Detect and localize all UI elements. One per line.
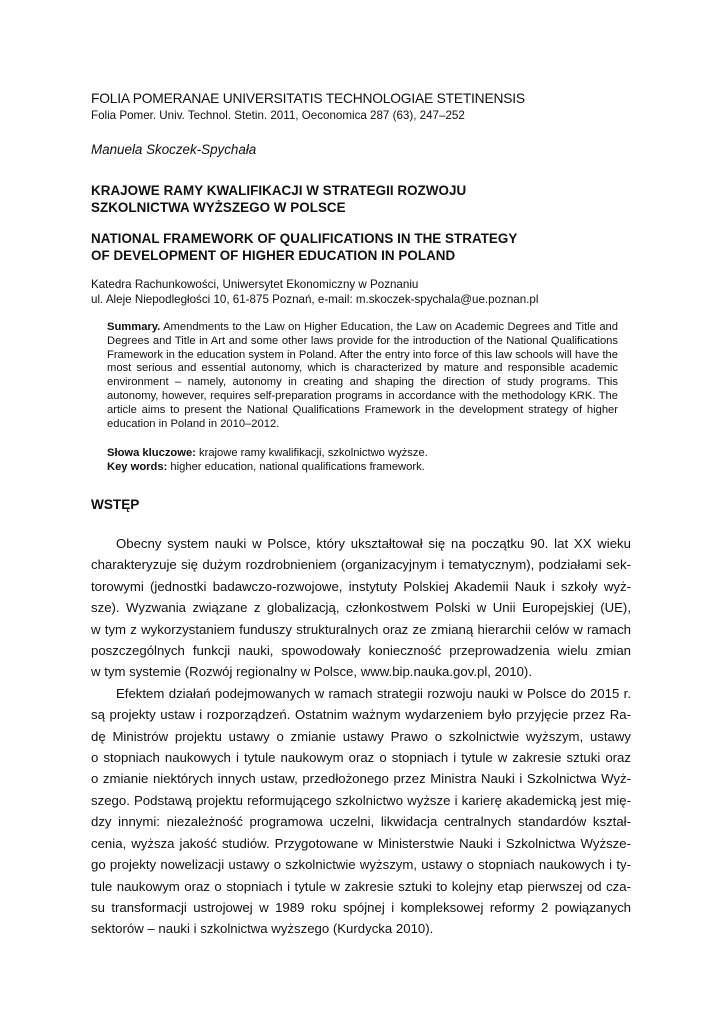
journal-citation: Folia Pomer. Univ. Technol. Stetin. 2011, Oeconomica 287 (63), 247–252	[91, 109, 465, 122]
paragraph-line: w tym systemie (Rozwój regionalny w Polsce, www.bip.nauka.gov.pl, 2010).	[91, 664, 532, 680]
paragraph-line: charakteryzuje się dużym rozdrobnieniem (organizacyjnym i tematycznym), podziałami sek-	[91, 557, 631, 573]
section-heading: WSTĘP	[91, 497, 140, 512]
keywords-polish-label: Słowa kluczowe:	[107, 447, 196, 459]
paragraph-line: su transformacji ustrojowej w 1989 roku spójnej i kompleksowej reformy 2 powiązanych	[91, 899, 631, 915]
keywords-english	[107, 461, 627, 475]
paragraph-line: poszczególnych funkcji nauki, spowodowały konieczność przeprowadzenia wielu zmian	[91, 643, 631, 659]
summary-label: Summary.	[107, 321, 161, 333]
paragraph-line: sze). Wyzwania związane z globalizacją, członkostwem Polski w Unii Europejskiej (UE),	[91, 600, 631, 616]
paragraph-line: dę Ministrów projektu ustawy o zmianie ustawy Prawo o szkolnictwie wyższym, ustawy	[91, 728, 631, 744]
journal-name: FOLIA POMERANAE UNIVERSITATIS TECHNOLOGIAE STETINENSIS	[91, 91, 525, 106]
keywords-block	[107, 447, 627, 475]
title-polish-line: SZKOLNICTWA WYŻSZEGO W POLSCE	[91, 200, 346, 215]
paragraph-line: w tym z wykorzystaniem funduszy strukturalnych oraz ze zmianą hierarchii celów w ramach	[91, 621, 631, 637]
affiliation-address: ul. Aleje Niepodległości 10, 61-875 Poznań, e-mail: m.skoczek-spychala@ue.poznan.pl	[91, 293, 539, 306]
paragraph-line: są projekty ustaw i rozporządzeń. Ostatnim ważnym wydarzeniem było przyjęcie przez Ra-	[91, 707, 631, 723]
title-english-line: NATIONAL FRAMEWORK OF QUALIFICATIONS IN THE STRATEGY	[91, 231, 518, 246]
keywords-polish-text: krajowe ramy kwalifikacji, szkolnictwo wyższe.	[199, 447, 428, 459]
summary-text: Amendments to the Law on Higher Education, the Law on Academic Degrees and Title and Degrees and Title in Art and some other laws provide for the introduction of the National Qualifications Framework in the education system in Poland. After the entry into force of this law schools will have the most serious and essential autonomy, which is characterized by mature and responsible academic environment – namely, autonomy in creating and shaping the direction of study programs. This autonomy, however, requires self-preparation programs in accordance with the methodology KRK. The article aims to present the National Qualifications Framework in the development strategy of higher education in Poland in 2010–2012.	[107, 321, 618, 430]
paragraph-line: dzy innymi: niezależność programowa uczelni, likwidacja centralnych standardów kształ-	[91, 814, 631, 830]
body-text	[91, 533, 631, 940]
title-english	[91, 230, 651, 264]
paragraph-line: cenia, wyższa jakość studiów. Przygotowane w Ministerstwie Nauki i Szkolnictwa Wyższe-	[91, 835, 631, 851]
paragraph-line: Efektem działań podejmowanych w ramach strategii rozwoju nauki w Polsce do 2015 r.	[116, 685, 631, 701]
paragraph-line: torowymi (jednostki badawczo-rozwojowe, instytuty Polskiej Akademii Nauk i szkoły wyż-	[91, 578, 631, 594]
paragraph-line: sektorów – nauki i szkolnictwa wyższego (Kurdycka 2010).	[91, 921, 434, 937]
keywords-polish	[107, 447, 627, 461]
paragraph-line: tule naukowym oraz o stopniach i tytule w zakresie sztuki to kolejny etap pierwszej od cza-	[91, 878, 631, 894]
journal-header	[91, 90, 651, 123]
paragraph-line: go projekty nowelizacji ustawy o szkolnictwie wyższym, ustawy o stopniach naukowych i ty-	[91, 857, 631, 873]
keywords-english-label: Key words:	[107, 460, 168, 473]
paragraph-line: szego. Podstawą projektu reformującego szkolnictwo wyższe i karierę akademicką jest mię-	[91, 792, 631, 808]
keywords-english-text: higher education, national qualifications framework.	[170, 460, 425, 473]
title-polish-line: KRAJOWE RAMY KWALIFIKACJI W STRATEGII ROZWOJU	[91, 183, 467, 198]
author-name: Manuela Skoczek-Spychała	[91, 142, 257, 157]
title-english-line: OF DEVELOPMENT OF HIGHER EDUCATION IN POLAND	[91, 248, 456, 263]
affiliation-department: Katedra Rachunkowości, Uniwersytet Ekonomiczny w Poznaniu	[91, 278, 419, 291]
paragraph-line: o stopniach naukowych i tytule naukowym oraz o stopniach i tytule w zakresie sztuki oraz	[91, 750, 631, 766]
title-polish	[91, 182, 651, 216]
paragraph-line: Obecny system nauki w Polsce, który ukształtował się na początku 90. lat XX wieku	[116, 536, 631, 551]
affiliation	[91, 277, 651, 307]
summary-block	[107, 321, 618, 431]
paragraph-line: o zmianie niektórych innych ustaw, przedłożonego przez Ministra Nauki i Szkolnictwa Wyż-	[91, 771, 631, 787]
